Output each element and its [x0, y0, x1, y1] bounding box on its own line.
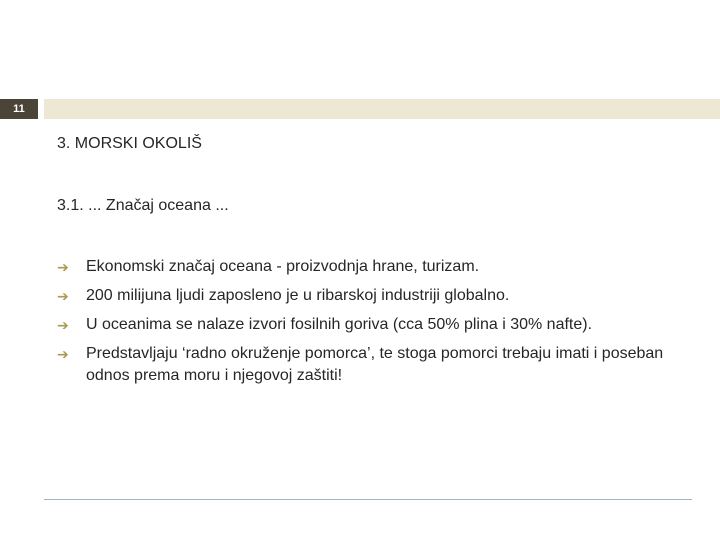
header-band	[44, 99, 720, 119]
list-item	[57, 285, 697, 307]
footer-divider	[44, 499, 692, 500]
slide-number: 11	[0, 99, 38, 119]
slide-title: 3. MORSKI OKOLIŠ	[57, 135, 202, 152]
right-arrow-icon: ➔	[57, 317, 69, 333]
list-item	[57, 343, 697, 387]
bullet-text: U oceanima se nalaze izvori fosilnih goriva (cca 50% plina i 30% nafte).	[86, 316, 593, 333]
slide-subtitle: 3.1. ... Značaj oceana ...	[57, 197, 229, 214]
bullet-list	[57, 256, 697, 394]
right-arrow-icon: ➔	[57, 259, 69, 275]
list-item	[57, 314, 697, 336]
right-arrow-icon: ➔	[57, 288, 69, 304]
bullet-text: Predstavljaju ‘radno okruženje pomorca’, te stoga pomorci trebaju imati i poseban odnos prema moru i njegovoj zaštiti!	[86, 345, 664, 384]
bullet-text: Ekonomski značaj oceana - proizvodnja hrane, turizam.	[86, 258, 480, 275]
bullet-text: 200 milijuna ljudi zaposleno je u ribarskoj industriji globalno.	[86, 287, 510, 304]
right-arrow-icon: ➔	[57, 346, 69, 362]
list-item	[57, 256, 697, 278]
